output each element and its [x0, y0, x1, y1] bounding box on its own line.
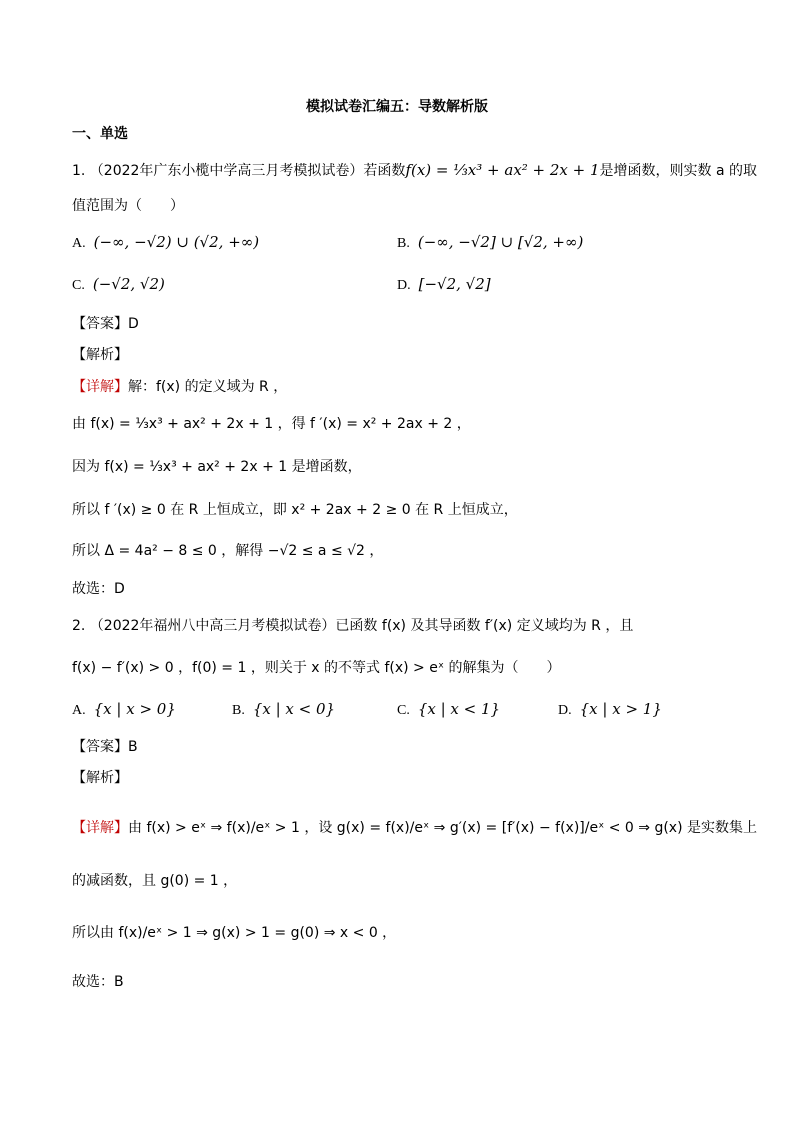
q2-analysis-label: 【解析】 — [72, 770, 128, 786]
q2-stem-line-2: f(x) − f′(x) > 0 ，f(0) = 1 ，则关于 x 的不等式 f(x) > eˣ 的解集为（ ） — [72, 660, 561, 676]
q1-step-5: 所以 Δ = 4a² − 8 ≤ 0 ，解得 −√2 ≤ a ≤ √2 ， — [72, 543, 384, 559]
document-title: 模拟试卷汇编五：导数解析版 — [306, 99, 488, 115]
q1-step-4: 所以 f ′(x) ≥ 0 在 R 上恒成立，即 x² + 2ax + 2 ≥ 0 在 R 上恒成立， — [72, 502, 518, 518]
q2-detail-line-1: 【详解】由 f(x) > eˣ ⇒ f(x)/eˣ > 1 ，设 g(x) = f(x)/eˣ ⇒ g′(x) = [f′(x) − f(x)]/eˣ < 0 ⇒ g(x) 是实数集上 — [72, 820, 758, 836]
section-heading: 一、单选 — [72, 126, 128, 142]
q1-option-a: A. (−∞, −√2) ∪ (√2, +∞) — [72, 233, 260, 251]
q1-option-c: C. (−√2, √2) — [72, 275, 165, 293]
q1-step-2: 由 f(x) = ⅓x³ + ax² + 2x + 1 ，得 f ′(x) = x² + 2ax + 2 ， — [72, 416, 471, 432]
q1-step-3: 因为 f(x) = ⅓x³ + ax² + 2x + 1 是增函数， — [72, 459, 362, 475]
q2-answer: 【答案】B — [72, 739, 138, 755]
q2-option-d: D. {x | x > 1} — [558, 700, 662, 718]
q2-detail-line-2: 的减函数，且 g(0) = 1 ， — [72, 873, 238, 889]
q1-prefix: 1. （2022年广东小榄中学高三月考模拟试卷）若函数 — [72, 163, 406, 179]
q1-stem — [72, 160, 757, 181]
q2-step-3: 所以由 f(x)/eˣ > 1 ⇒ g(x) > 1 = g(0) ⇒ x < 0 ， — [72, 925, 397, 941]
q2-option-a: A. {x | x > 0} — [72, 700, 176, 718]
q1-detail-line-1: 【详解】解：f(x) 的定义域为 R ， — [72, 379, 288, 395]
q2-option-b: B. {x | x < 0} — [232, 700, 336, 718]
q1-detail-tag: 【详解】 — [72, 379, 128, 395]
q2-detail-tag: 【详解】 — [72, 820, 128, 836]
q1-choice: 故选：D — [72, 581, 125, 597]
q1-answer: 【答案】D — [72, 316, 139, 332]
q2-stem-line-1: 2. （2022年福州八中高三月考模拟试卷）已函数 f(x) 及其导函数 f′(x) 定义域均为 R ，且 — [72, 618, 634, 634]
q2-option-c: C. {x | x < 1} — [397, 700, 501, 718]
q1-option-d: D. [−√2, √2] — [397, 275, 491, 293]
q2-choice: 故选：B — [72, 974, 124, 990]
q1-stem-cont: 值范围为（ ） — [72, 198, 184, 214]
q1-function: f(x) = ⅓x³ + ax² + 2x + 1 — [405, 161, 600, 179]
q1-option-b: B. (−∞, −√2] ∪ [√2, +∞) — [397, 233, 584, 251]
q1-analysis-label: 【解析】 — [72, 347, 128, 363]
q1-suffix: 是增函数，则实数 a 的取 — [599, 163, 758, 179]
